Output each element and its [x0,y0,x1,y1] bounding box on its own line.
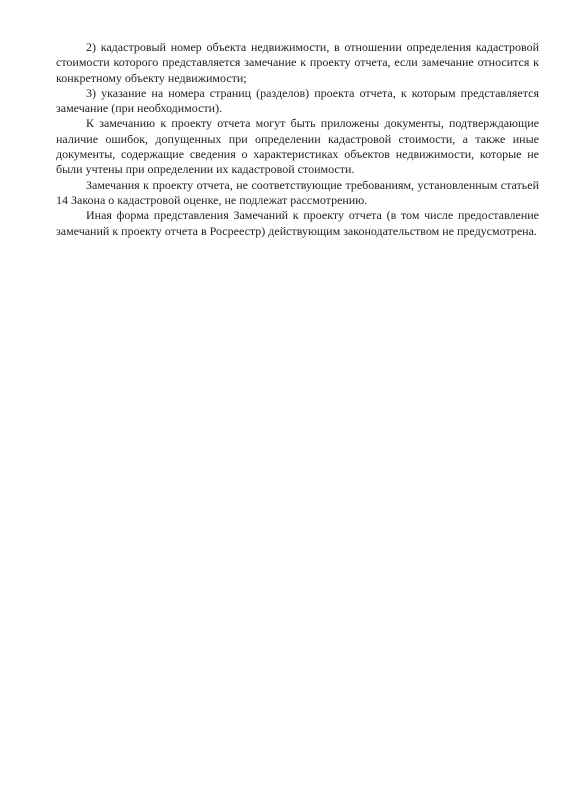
document-body [56,40,539,239]
paragraph-other-forms: Иная форма представления Замечаний к проекту отчета (в том числе предоставление замечаний к проекту отчета в Росреестр) действующим законодательством не предусмотрена. [56,208,539,238]
paragraph-non-compliant-remarks: Замечания к проекту отчета, не соответствующие требованиям, установленным статьей 14 Закона о кадастровой оценке, не подлежат рассмотрению. [56,177,539,207]
paragraph-attached-documents: К замечанию к проекту отчета могут быть приложены документы, подтверждающие наличие ошибок, допущенных при определении кадастровой стоимости, а также иные документы, содержащие сведения о характеристиках объектов недвижимости, которые не были учтены при определении их кадастровой стоимости. [56,116,539,177]
paragraph-cadastral-number: 2) кадастровый номер объекта недвижимости, в отношении определения кадастровой стоимости которого представляется замечание к проекту отчета, если замечание относится к конкретному объекту недвижимости; [56,40,539,85]
paragraph-page-numbers: 3) указание на номера страниц (разделов) проекта отчета, к которым представляется замечание (при необходимости). [56,85,539,116]
